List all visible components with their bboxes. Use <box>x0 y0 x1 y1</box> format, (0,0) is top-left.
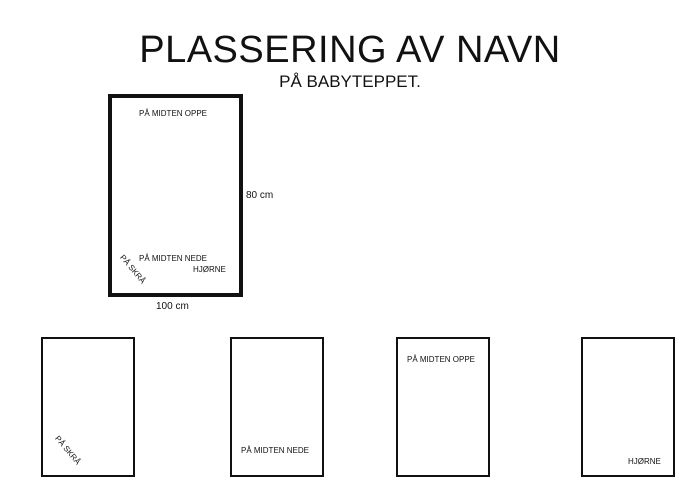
main-bottom-center-label: PÅ MIDTEN NEDE <box>139 254 208 263</box>
example-diagonal-label: PÅ SKRÅ <box>53 434 83 467</box>
example-top-center-blanket <box>396 337 490 477</box>
example-top-center-label: PÅ MIDTEN OPPE <box>407 355 476 364</box>
example-corner-label: HJØRNE <box>628 457 661 466</box>
main-corner-label: HJØRNE <box>193 265 226 274</box>
height-dimension-label: 80 cm <box>246 190 274 201</box>
example-corner-blanket <box>581 337 675 477</box>
main-top-center-label: PÅ MIDTEN OPPE <box>139 109 208 118</box>
main-diagonal-label: PÅ SKRÅ <box>118 253 148 286</box>
page-subtitle: PÅ BABYTEPPET. <box>279 72 421 91</box>
example-bottom-center-blanket <box>230 337 324 477</box>
example-bottom-center-label: PÅ MIDTEN NEDE <box>241 446 310 455</box>
example-diagonal-blanket <box>41 337 135 477</box>
width-dimension-label: 100 cm <box>156 301 189 312</box>
page-title: PLASSERING AV NAVN <box>139 29 561 71</box>
main-blanket-diagram <box>108 94 243 297</box>
